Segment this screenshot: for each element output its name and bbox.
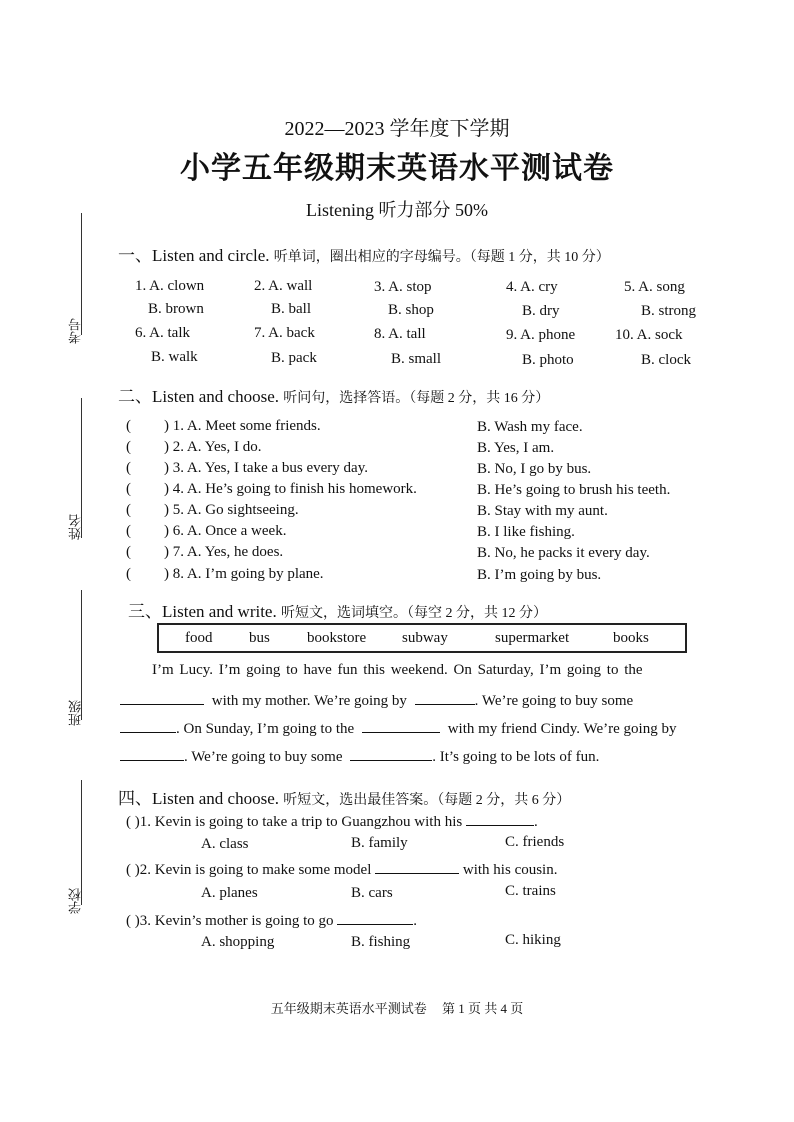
passage-text: with my friend Cindy. We’re going by [447,721,677,737]
s2-q5-a: ) 5. A. Go sightseeing. [164,502,299,518]
section-4-title: Listen and choose. [152,789,279,808]
s1-item-10-a: 10. A. sock [615,327,683,343]
name-label: 姓名 [68,514,83,540]
margin-line-4 [81,780,82,905]
word-bank-item: bookstore [307,630,367,646]
s1-item-1-b: B. brown [148,301,204,317]
s2-q4-b: B. He’s going to brush his teeth. [477,482,671,498]
s1-item-5-a: 5. A. song [624,279,685,295]
s2-q5-paren: ( [126,502,131,518]
s1-item-6-b: B. walk [151,349,198,365]
answer-blank-4[interactable] [362,718,440,733]
s4-q1-blank[interactable] [466,811,534,826]
school-label: 学校 [68,888,83,914]
page-title: 小学五年级期末英语水平测试卷 [180,152,614,185]
s4-q2 [126,859,557,879]
answer-blank-1[interactable] [120,690,204,705]
s4-q3 [126,910,417,930]
s4-q1-option-b: B. family [351,835,408,851]
s2-q7-a: ) 7. A. Yes, he does. [164,544,284,560]
page-number: 第 1 页 共 4 页 [442,1001,524,1016]
s2-q8-paren: ( [126,566,131,582]
s1-item-5-b: B. strong [641,303,697,319]
s2-q3-b: B. No, I go by bus. [477,461,592,477]
s2-q5-b: B. Stay with my aunt. [477,503,608,519]
part-heading: Listening 听力部分 50% [306,200,488,220]
s4-q1-option-a: A. class [201,836,249,852]
s1-item-2-a: 2. A. wall [254,278,313,294]
s4-q1-option-c: C. friends [505,834,565,850]
s4-q1 [126,811,538,831]
section-4-note: 听短文，选出最佳答案。（每题 2 分，共 6 分） [283,793,571,808]
s4-q2-option-c: C. trains [505,883,556,899]
s4-q2-end: with his cousin. [462,862,558,878]
s4-q1-text: ( )1. Kevin is going to take a trip to Guangzhou with his [126,814,463,830]
answer-blank-6[interactable] [350,746,432,761]
s4-q3-blank[interactable] [337,910,413,925]
passage-text: . We’re going to buy some [474,693,634,709]
s2-q3-paren: ( [126,460,131,476]
term-heading: 2022—2023 学年度下学期 [284,118,510,140]
page-footer [0,998,794,1017]
s4-q3-option-b: B. fishing [351,934,411,950]
s2-q2-b: B. Yes, I am. [477,440,555,456]
s4-q2-option-a: A. planes [201,885,258,901]
s1-item-9-b: B. photo [522,352,574,368]
s2-q4-a: ) 4. A. He’s going to finish his homework. [164,481,417,497]
passage-text: . It’s going to be lots of fun. [432,749,600,765]
s2-q6-b: B. I like fishing. [477,524,575,540]
passage-line-4 [120,746,599,766]
s1-item-7-b: B. pack [271,350,317,366]
s1-item-6-a: 6. A. talk [135,325,190,341]
section-3-title: Listen and write. [162,602,277,621]
s1-item-3-a: 3. A. stop [374,279,432,295]
s2-q1-a: ) 1. A. Meet some friends. [164,418,321,434]
s2-q6-paren: ( [126,523,131,539]
section-3-note: 听短文，选词填空。（每空 2 分，共 12 分） [280,606,547,621]
section-2-number: 二、 [118,387,152,406]
word-bank-item: books [613,630,649,646]
s2-q6-a: ) 6. A. Once a week. [164,523,287,539]
s2-q7-paren: ( [126,544,131,560]
s2-q2-paren: ( [126,439,131,455]
passage-text: . On Sunday, I’m going to the [176,721,355,737]
s2-q7-b: B. No, he packs it every day. [477,545,650,561]
s2-q4-paren: ( [126,481,131,497]
section-1-number: 一、 [118,246,152,265]
s4-q3-option-c: C. hiking [505,932,561,948]
passage-line-3 [120,718,676,738]
passage-line-2 [120,690,633,710]
s1-item-8-a: 8. A. tall [374,326,426,342]
section-2-note: 听问句，选择答语。（每题 2 分，共 16 分） [283,391,550,406]
s2-q2-a: ) 2. A. Yes, I do. [164,439,262,455]
section-1-title: Listen and circle. [152,246,270,265]
section-1-heading [118,241,610,266]
word-bank-item: bus [249,630,270,646]
s1-item-10-b: B. clock [641,352,691,368]
s4-q3-end: . [413,913,417,929]
passage-line-1: I’m Lucy. I’m going to have fun this weekend. On Saturday, I’m going to the [152,662,643,678]
answer-blank-5[interactable] [120,746,184,761]
s1-item-8-b: B. small [391,351,442,367]
word-bank-item: supermarket [495,630,570,646]
word-bank-item: food [185,630,213,646]
s1-item-1-a: 1. A. clown [135,278,205,294]
s1-item-3-b: B. shop [388,302,434,318]
section-4-heading [118,784,570,809]
s1-item-7-a: 7. A. back [254,325,315,341]
section-4-number: 四、 [118,789,152,808]
s4-q1-end: . [533,814,538,830]
word-bank-item: subway [402,630,448,646]
s4-q2-option-b: B. cars [351,885,393,901]
exam-number-label: 考号 [68,318,83,344]
s2-q1-b: B. Wash my face. [477,419,583,435]
class-label: 班级 [68,700,83,726]
passage-text: with my mother. We’re going by [211,693,407,709]
s2-q8-b: B. I’m going by bus. [477,567,602,583]
s1-item-4-a: 4. A. cry [506,279,558,295]
s2-q3-a: ) 3. A. Yes, I take a bus every day. [164,460,368,476]
word-bank [157,623,687,653]
section-2-title: Listen and choose. [152,387,279,406]
answer-blank-3[interactable] [120,718,176,733]
s4-q3-text: ( )3. Kevin’s mother is going to go [126,913,334,929]
footer-title: 五年级期末英语水平测试卷 [270,1001,427,1016]
answer-blank-2[interactable] [415,690,475,705]
s1-item-2-b: B. ball [271,301,311,317]
margin-line-1 [81,213,82,335]
s4-q3-option-a: A. shopping [201,934,275,950]
s1-item-9-a: 9. A. phone [506,327,576,343]
section-1-note: 听单词，圈出相应的字母编号。（每题 1 分，共 10 分） [273,250,610,265]
section-2-heading [118,382,549,407]
section-3-heading [128,597,547,622]
s1-item-4-b: B. dry [522,303,560,319]
passage-text: . We’re going to buy some [184,749,343,765]
s4-q2-text: ( )2. Kevin is going to make some model [126,862,372,878]
s2-q1-paren: ( [126,418,131,434]
s2-q8-a: ) 8. A. I’m going by plane. [164,566,324,582]
section-3-number: 三、 [128,602,162,621]
s4-q2-blank[interactable] [375,859,459,874]
